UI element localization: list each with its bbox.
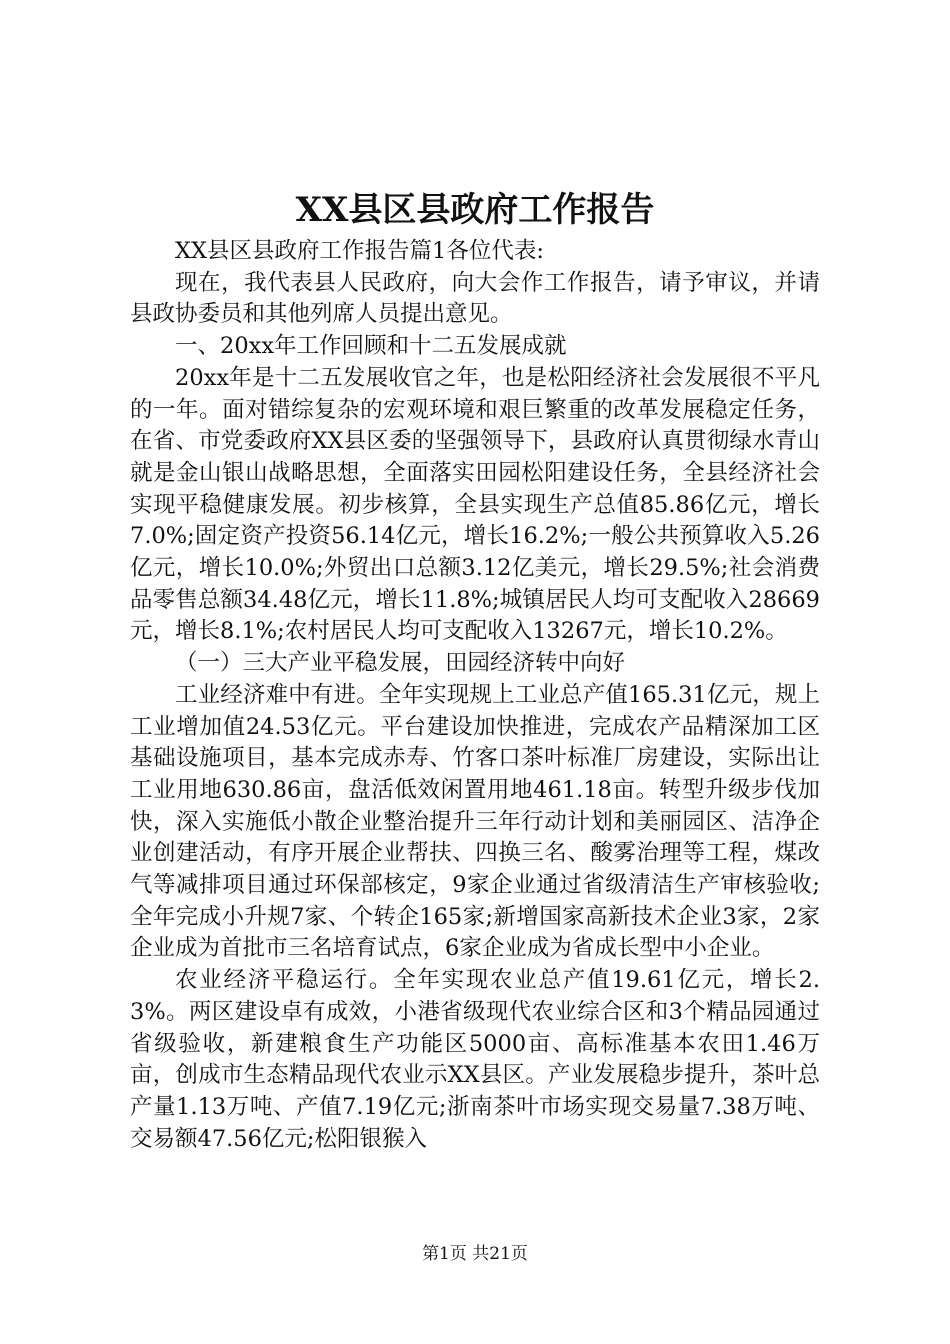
paragraph-intro: 现在，我代表县人民政府，向大会作工作报告，请予审议，并请县政协委员和其他列席人员提出意见。 — [130, 269, 820, 328]
paragraph-overview: 20xx年是十二五发展收官之年，也是松阳经济社会发展很不平凡的一年。面对错综复杂的宏观环境和艰巨繁重的改革发展稳定任务，在省、市党委政府XX县区委的坚强领导下，县政府认真贯彻绿水青山就是金山银山战略思想，全面落实田园松阳建设任务，全县经济社会实现平稳健康发展。初步核算，全县实现生产总值85.86亿元，增长7.0%;固定资产投资56.14亿元，增长16.2%;一般公共预算收入5.26亿元，增长10.0%;外贸出口总额3.12亿美元，增长29.5%;社会消费品零售总额34.48亿元，增长11.8%;城镇居民人均可支配收入28669元，增长8.1%;农村居民人均可支配收入13267元，增长10.2%。 — [130, 364, 820, 645]
document-body — [130, 236, 820, 1155]
page-number: 第1页 共21页 — [422, 1244, 528, 1264]
subsection-heading-industries: （一）三大产业平稳发展，田园经济转中向好 — [175, 650, 626, 677]
paragraph-industry: 工业经济难中有进。全年实现规上工业总产值165.31亿元，规上工业增加值24.53亿元。平台建设加快推进，完成农产品精深加工区基础设施项目，基本完成赤寿、竹客口茶叶标准厂房建设，实际出让工业用地630.86亩，盘活低效闲置用地461.18亩。转型升级步伐加快，深入实施低小散企业整治提升三年行动计划和美丽园区、洁净企业创建活动，有序开展企业帮扶、四换三名、酸雾治理等工程，煤改气等减排项目通过环保部核定，9家企业通过省级清洁生产审核验收;全年完成小升规7家、个转企165家;新增国家高新技术企业3家，2家企业成为首批市三名培育试点，6家企业成为省成长型中小企业。 — [130, 681, 820, 962]
document-title: XX县区县政府工作报告 — [295, 190, 655, 230]
paragraph-greeting: XX县区县政府工作报告篇1各位代表: — [175, 238, 544, 264]
section-heading-review: 一、20xx年工作回顾和十二五发展成就 — [175, 333, 567, 360]
paragraph-agriculture: 农业经济平稳运行。全年实现农业总产值19.61亿元，增长2.3%。两区建设卓有成效，小港省级现代农业综合区和3个精品园通过省级验收，新建粮食生产功能区5000亩、高标准基本农田1.46万亩，创成市生态精品现代农业示XX县区。产业发展稳步提升，茶叶总产量1.13万吨、产值7.19亿元;浙南茶叶市场实现交易量7.38万吨、交易额47.56亿元;松阳银猴入 — [130, 967, 820, 1152]
